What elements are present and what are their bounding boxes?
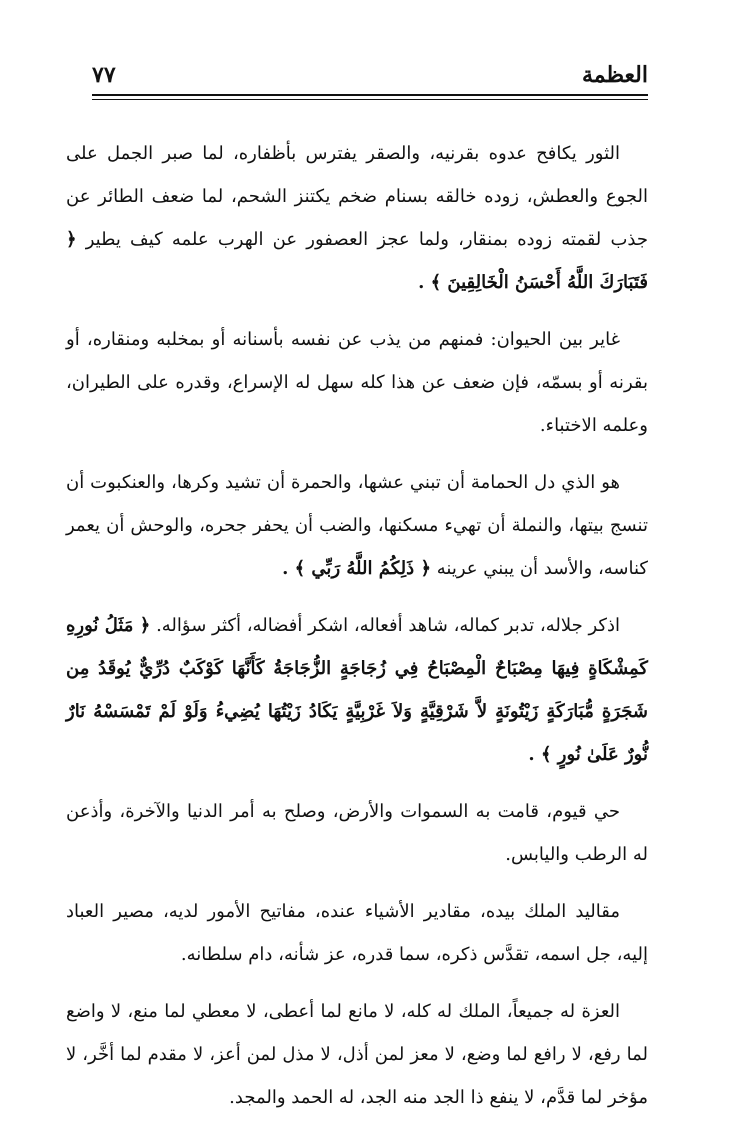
header-rule-thin	[92, 99, 648, 100]
paragraph-text: الثور يكافح عدوه بقرنيه، والصقر يفترس بأظفاره، لما صبر الجمل على الجوع والعطش، زوده خالقه بسنام ضخم يكتنز الشحم، لما ضعف الطائر عن جذب لقمته زوده بمنقار، ولما عجز العصفور عن الهرب علمه كيف يطير	[66, 143, 648, 250]
chapter-title: العظمة	[582, 62, 648, 88]
paragraph-1	[66, 132, 648, 304]
paragraph-5	[66, 790, 648, 876]
paragraph-2	[66, 318, 648, 447]
page-header	[92, 60, 648, 98]
paragraph-7	[66, 990, 648, 1119]
paragraph-text: حي قيوم، قامت به السموات والأرض، وصلح به أمر الدنيا والآخرة، وأذعن له الرطب واليابس.	[66, 801, 648, 865]
paragraph-4	[66, 604, 648, 776]
quran-verse: ﴿ فَتَبَارَكَ اللَّهُ أَحْسَنُ الْخَالِقِينَ ﴾ .	[66, 229, 648, 293]
paragraph-3	[66, 461, 648, 590]
quran-verse: ﴿ مَثَلُ نُورِهِ كَمِشْكَاةٍ فِيهَا مِصْبَاحٌ الْمِصْبَاحُ فِي زُجَاجَةٍ الزُّجَاجَةُ كَأَنَّهَا كَوْكَبٌ دُرِّيٌّ يُوقَدُ مِن شَجَرَةٍ مُّبَارَكَةٍ زَيْتُونَةٍ لاَّ شَرْقِيَّةٍ وَلاَ غَرْبِيَّةٍ يَكَادُ زَيْتُهَا يُضِيءُ وَلَوْ لَمْ تَمْسَسْهُ نَارٌ نُّورٌ عَلَىٰ نُورٍ ﴾ .	[66, 615, 648, 765]
paragraph-text: غاير بين الحيوان: فمنهم من يذب عن نفسه بأسنانه أو بمخلبه ومنقاره، أو بقرنه أو بسمّه، فإن ضعف عن هذا كله سهل له الإسراع، وقدره على الطيران، وعلمه الاختباء.	[66, 329, 648, 436]
paragraph-text: هو الذي دل الحمامة أن تبني عشها، والحمرة أن تشيد وكرها، والعنكبوت أن تنسج بيتها، والنملة أن تهيء مسكنها، والضب أن يحفر جحره، والوحش أن يعمر كناسه، والأسد أن يبني عرينه	[66, 472, 648, 579]
quran-verse: ﴿ ذَلِكُمُ اللَّهُ رَبِّي ﴾ .	[282, 558, 431, 579]
paragraph-text: العزة له جميعاً، الملك له كله، لا مانع لما أعطى، لا معطي لما منع، لا واضع لما رفع، لا رافع لما وضع، لا معز لمن أذل، لا مذل لمن أعز، لا مقدم لما أخَّر، لا مؤخر لما قدَّم، لا ينفع ذا الجد منه الجد، له الحمد والمجد.	[66, 1001, 648, 1108]
page-number: ٧٧	[92, 62, 116, 88]
paragraph-text: اذكر جلاله، تدبر كماله، شاهد أفعاله، اشكر أفضاله، أكثر سؤاله.	[156, 615, 621, 636]
page-body	[66, 132, 648, 1133]
header-rule	[92, 94, 648, 96]
paragraph-text: مقاليد الملك بيده، مقادير الأشياء عنده، مفاتيح الأمور لديه، مصير العباد إليه، جل اسمه، تقدَّس ذكره، سما قدره، عز شأنه، دام سلطانه.	[66, 901, 648, 965]
paragraph-6	[66, 890, 648, 976]
